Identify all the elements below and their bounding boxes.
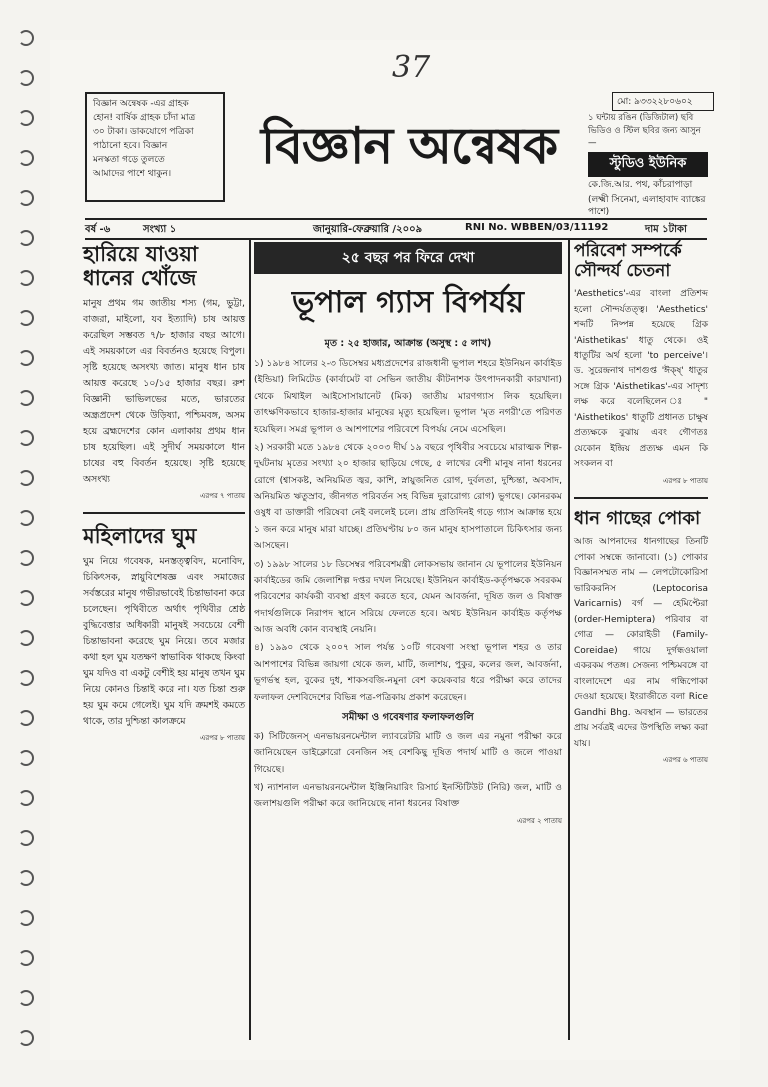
casualty-summary: মৃত : ২৫ হাজার, আক্রান্ত (অসুস্থ : ৫ লাখ) — [324, 338, 492, 349]
issue-number: সংখ্যা ১ — [143, 224, 177, 235]
section-divider — [83, 512, 245, 514]
binder-hole — [18, 230, 34, 246]
binder-hole — [18, 70, 34, 86]
studio-line: ভিডিও ও স্টিল ছবির জন্য আসুন— — [588, 126, 701, 148]
article-headline: হারিয়ে যাওয়া ধানের খোঁজে — [83, 241, 198, 291]
issue-date: জানুয়ারি-ফেব্রুয়ারি /২০০৯ — [313, 224, 423, 235]
binder-hole — [18, 550, 34, 566]
kicker-banner: ২৫ বছর পর ফিরে দেখা — [254, 242, 562, 274]
studio-landmark: (লক্ষ্মী সিনেমা, এলাহাবাদ ব্যাঙ্কের পাশে) — [588, 195, 706, 217]
studio-address: কে.জি.আর. পথ, কাঁচরাপাড়া — [588, 180, 693, 191]
binder-hole — [18, 270, 34, 286]
binder-hole — [18, 110, 34, 126]
subscription-line: ৩০ টাকা। ডাকযোগে পত্রিকা — [93, 126, 194, 137]
article-body: ঘুম নিয়ে গবেষক, মনস্তত্ত্ববিদ, মনোবিদ, চিকিৎসক, স্নায়ুবিশেষজ্ঞ এবং সমাজের সর্বস্তরের মানুষ গভীরভাবেই চিন্তাভাবনা করে চলেছেন। পৃথিবীতে অর্থাৎ পৃথিবীর শ্রেষ্ঠ বুদ্ধিবেত্তার অধিকারী মানুষই সবচেয়ে বেশী চিন্তাভাবনা করেছে ঘুম নিয়ে। তবে মজার কথা হল ঘুম যতক্ষণ স্বাভাবিক থাকছে কিংবা ঘুম যদিও বা একটু বেশীই হয় মানুষ তখন ঘুম নিয়ে কোনও চিন্তাই করে না। যত চিন্তা শুরু হয় ঘুম কমে গেলেই। ঘুম যদি ক্রমশই কমতে থাকে, তার দুশ্চিন্তা কালক্রমে — [83, 556, 245, 728]
continued-note: এরপর ৬ পাতায় — [663, 755, 708, 764]
subscription-line: মনস্কতা গড়ে তুলতে — [93, 154, 165, 165]
binder-hole — [18, 510, 34, 526]
handwritten-page-number: 37 — [392, 50, 431, 85]
binder-hole — [18, 670, 34, 686]
studio-name: স্টুডিও ইউনিক — [588, 152, 708, 177]
studio-mobile: মো: ৯৩৩২২৮০৬০২ — [612, 92, 714, 111]
article-body: আজ আপনাদের ধানগাছের তিনটি পোকা সম্বন্ধে জানাবো। (১) পোকার বিজ্ঞানসম্মত নাম — লেপটোকোরিসা ভারিকরনিস (Leptocorisa Varicarnis) বর্গ — হেমিপ্টেরা (order-Hemiptera) পরিবার বা গোত্র — কোরাইডী (Family- Coreidae) গায়ে দুর্গন্ধওয়ালা একরকম পতঙ্গ। সেজন্য পশ্চিমবঙ্গে বা বাংলাদেশে এর নাম গন্ধিপোকা দেওয়া হয়েছে। ইংরাজীতে বলা Rice Gandhi Bhg. অবস্থান — ভারতের প্রায় সর্বত্রই এদের উপস্থিতি লক্ষ্য করা যায়। — [574, 537, 708, 749]
binder-hole — [18, 1030, 34, 1046]
left-column — [83, 242, 245, 744]
subscription-box — [85, 92, 225, 202]
article-headline: ধান গাছের পোকা — [574, 507, 701, 529]
column-divider — [249, 240, 251, 1040]
section-divider — [574, 497, 708, 499]
article-paragraph: ২) সরকারী মতে ১৯৮৪ থেকে ২০০৩ দীর্ঘ ১৯ বছরে পৃথিবীর সবচেয়ে মারাত্মক শিল্প-দুর্ঘটনায় মৃতের সংখ্যা ২০ হাজার ছাড়িয়ে গেছে, ৫ লাখের বেশী মানুষ নানা ধরনের রোগে (শ্বাসকষ্ট, অনিয়মিত জ্বর, কাশি, স্নায়ুজনিত রোগ, দুর্বলতা, দুশ্চিন্তা, অবসাদ, অনিয়মিত ঋতুস্রাব, জীনগত পরিবর্তন সহ বিভিন্ন দুরারোগ্য রোগ) ভুগছে। কোনরকম ওষুধ বা ডাক্তারী পরিষেবা নেই বললেই চলে। প্রায় প্রতিদিনই গড়ে গ্যাস আক্রান্ত হয়ে ১ জন করে মানুষ মারা যাচ্ছে। প্রতিঘণ্টায় ৮০ জন মানুষ হাসপাতালে চিকিৎসার জন্য আসছেন। — [254, 441, 562, 552]
studio-advertisement — [588, 92, 708, 218]
subscription-line: আমাদের পাশে থাকুন। — [93, 168, 172, 179]
binder-hole — [18, 310, 34, 326]
binder-hole — [18, 830, 34, 846]
binder-hole — [18, 910, 34, 926]
binder-holes — [18, 30, 48, 1060]
binder-hole — [18, 990, 34, 1006]
finding-paragraph: খ) ন্যাশনাল এনভায়রনমেন্টাল ইঞ্জিনিয়ারিং রিসার্চ ইনস্টিটিউট (নিরি) জল, মাটি ও জলাশয়গুলি পরীক্ষা করে জানিয়েছে নানা ধরনের বিষাক্ত — [254, 782, 562, 810]
center-column — [254, 242, 562, 827]
continued-note: এরপর ২ পাতায় — [517, 816, 562, 825]
issue-info-bar — [85, 218, 707, 240]
lead-headline: ভূপাল গ্যাস বিপর্যয় — [291, 285, 525, 320]
section-subheading: সমীক্ষা ও গবেষণার ফলাফলগুলি — [342, 711, 474, 723]
article-paragraph: ১) ১৯৮৪ সালের ২-৩ ডিসেম্বর মধ্যপ্রদেশের রাজধানী ভূপাল শহরে ইউনিয়ন কার্বাইড (ইন্ডিয়া) লিমিটেড (কার্বামেট বা সেভিন জাতীয় কীটনাশক উৎপাদনকারী কারখানা) থেকে মিথাইল আইসোসায়ানেট (মিক) জাতীয় মারণগ্যাস লিক হয়েছিল। তাৎক্ষণিকভাবে হাজার-হাজার মানুষের মৃত্যু হয়েছিল। ভূপাল 'মৃত নগরী'তে পরিণত হয়েছিল। সমগ্র ভূপাল ও আশপাশের পরিবেশে বিপর্যয় নেমে এসেছিল। — [254, 358, 562, 435]
subscription-line: বিজ্ঞান অন্বেষক -এর গ্রাহক — [93, 99, 189, 109]
article-paragraph: ৪) ১৯৯০ থেকে ২০০৭ সাল পর্যন্ত ১০টি গবেষণা সংস্থা ভূপাল শহর ও তার আশপাশের বিভিন্ন জায়গা থেকে জল, মাটি, জলাশয়, পুকুর, কলের জল, আবর্জনা, ভূগর্ভস্থ হল, বুকের দুধ, শাকসবজি-নমুনা বেশ কয়েকবার ধরে পরীক্ষা করে তাদের ফলাফল দেশবিদেশের বিভিন্ন পত্র-পত্রিকায় প্রকাশ করেছেন। — [254, 642, 562, 703]
column-divider — [568, 240, 570, 1040]
binder-hole — [18, 150, 34, 166]
binder-hole — [18, 190, 34, 206]
binder-hole — [18, 790, 34, 806]
subscription-line: হোন! বার্ষিক গ্রাহক চাঁদা মাত্র — [93, 112, 196, 123]
binder-hole — [18, 390, 34, 406]
binder-hole — [18, 630, 34, 646]
issue-price: দাম ১টাকা — [645, 224, 687, 235]
binder-hole — [18, 870, 34, 886]
binder-hole — [18, 710, 34, 726]
rni-number: RNI No. WBBEN/03/11192 — [465, 222, 609, 233]
continued-note: এরপর ৮ পাতায় — [663, 476, 708, 485]
subscription-line: পাঠানো হবে। বিজ্ঞান — [93, 140, 168, 151]
right-column — [574, 242, 708, 766]
continued-note: এরপর ৮ পাতায় — [200, 734, 245, 743]
binder-hole — [18, 950, 34, 966]
binder-hole — [18, 590, 34, 606]
article-headline: মহিলাদের ঘুম — [83, 523, 197, 549]
article-body: 'Aesthetics'-এর বাংলা প্রতিশব্দ হলো সৌন্দর্যতত্ত্ব। 'Aesthetics' শব্দটি নিষ্পন্ন হয়েছে গ্রিক 'Aisthetikas' ধাতু থেকে। ওই ধাতুটির অর্থ হলো 'to perceive'। ড. সুরেন্দ্রনাথ দাশগুপ্ত 'ঈক্ষ্' ধাতুর সঙ্গে গ্রিক 'Aisthetikas'-এর সাদৃশ্য লক্ষ করে বলেছিলেন ঃ " 'Aisthetikos' ধাতুটি প্রধানত চাক্ষুষ প্রত্যক্ষকে বুঝায় এবং গৌণতঃ যেকোন ইন্দ্রিয় প্রত্যক্ষ এমন কি সংকলন বা — [574, 289, 708, 470]
binder-hole — [18, 430, 34, 446]
article-paragraph: ৩) ১৯৯৮ সালের ১৮ ডিসেম্বর পরিবেশমন্ত্রী লোকসভায় জানান যে ভূপালের ইউনিয়ন কার্বাইডের জমি জেলাশিল্প দপ্তর দখল নিয়েছে। ইউনিয়ন কার্বাইড-কর্তৃপক্ষকে সবরকম পরিবেশের কার্যকরী ব্যবস্থা গ্রহণ করতে হবে, যেমন আবর্জনা, দূষিত জল ও বিষাক্ত পদার্থগুলিকে নিরাপদ স্থানে সরিয়ে ফেলতে হবে। অথচ ইউনিয়ন কার্বাইড কর্তৃপক্ষ আজ অবধি কোন ব্যবস্থাই নেয়নি। — [254, 558, 562, 635]
binder-hole — [18, 470, 34, 486]
masthead-title: বিজ্ঞান অন্বেষক — [260, 115, 558, 175]
issue-volume: বর্ষ -৬ — [85, 224, 111, 235]
binder-hole — [18, 350, 34, 366]
studio-line: ১ ঘন্টায় রঙিন (ডিজিটাল) ছবি — [588, 113, 694, 123]
finding-paragraph: ক) সিটিজেনস্ এনভায়রনমেন্টাল ল্যাবরেটরি মাটি ও জল এর নমুনা পরীক্ষা করে জানিয়েছেন ডাইক্লোরো বেনজিন সহ বেশকিছু দূষিত পদার্থ মাটি ও জলে পাওয়া গিয়েছে। — [254, 730, 562, 775]
continued-note: এরপর ৭ পাতায় — [200, 492, 245, 501]
article-headline: পরিবেশ সম্পর্কে সৌন্দর্য চেতনা — [574, 241, 682, 281]
binder-hole — [18, 30, 34, 46]
article-body: মানুষ প্রথম গম জাতীয় শস্য (গম, ভুট্টা, বাজরা, মাইলো, যব ইত্যাদি) চাষ আয়ত্ত করেছিল সম্ভবত ৭/৮ হাজার বছর আগে। এই সময়কালে এর বিবর্তনও হয়েছে বিপুল। সৃষ্টি হয়েছে অসংখ্য জাত। মানুষ ধান চাষ আয়ত্ত করেছে ১০/১৫ হাজার বছর। রুশ বিজ্ঞানী ভাভিলভের মতে, ভারতের অন্ধ্রপ্রদেশ থেকে উড়িষ্যা, পশ্চিমবঙ্গ, অসম হয়ে ব্রহ্মদেশের কোন এলাকায় প্রথম ধান চাষ হয়েছিল। এই সুদীর্ঘ সময়কালে ধান চাষের বহু বিবর্তন হয়েছে। সৃষ্টি হয়েছে অসংখ্য — [83, 298, 245, 486]
binder-hole — [18, 750, 34, 766]
